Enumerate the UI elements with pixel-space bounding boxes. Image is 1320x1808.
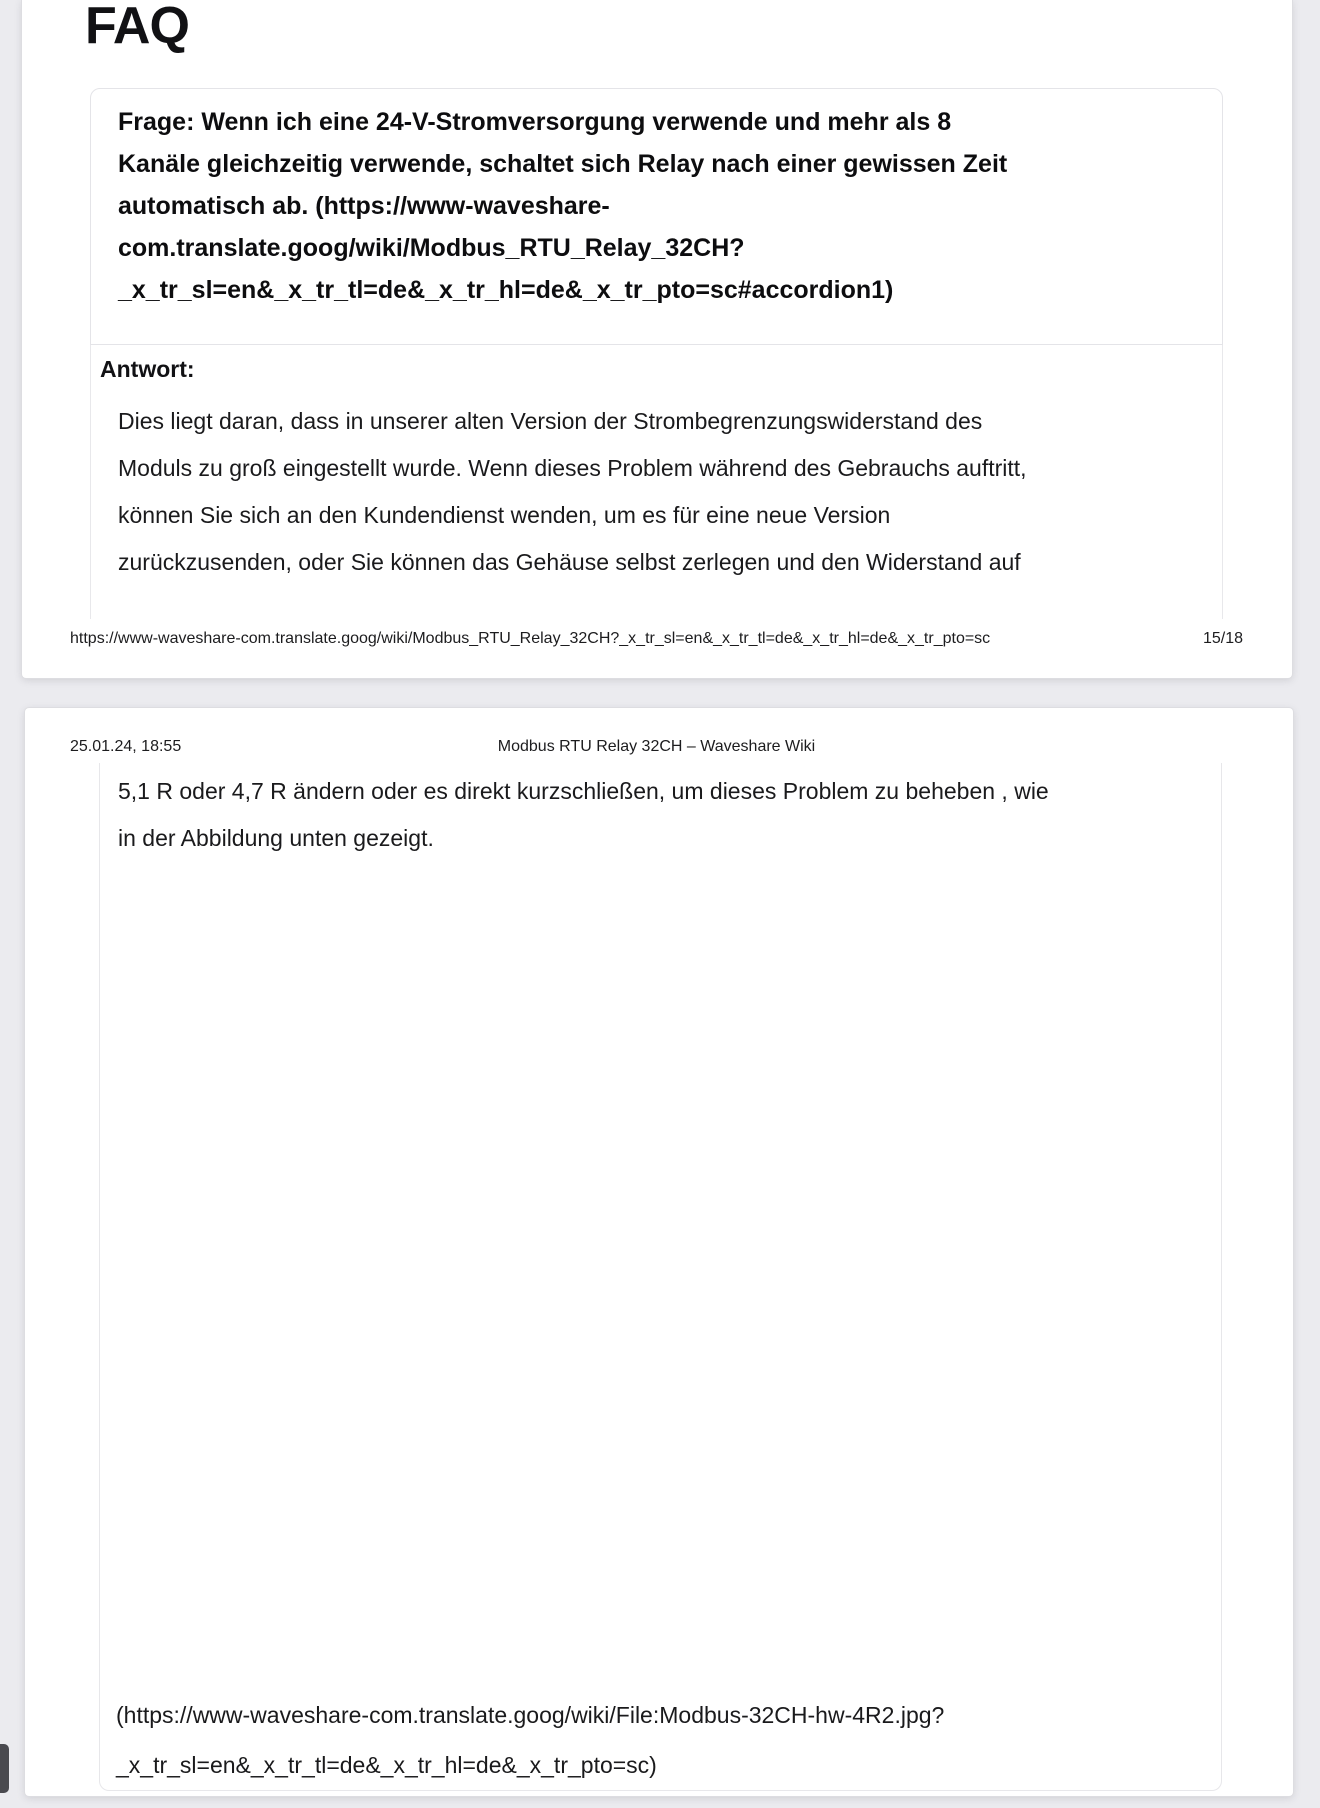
header-document-title: Modbus RTU Relay 32CH – Waveshare Wiki <box>497 738 816 755</box>
faq-question-panel <box>90 88 1223 345</box>
question-line: Kanäle gleichzeitig verwende, schaltet sich Relay nach einer gewissen Zeit <box>118 150 1008 178</box>
image-file-link[interactable] <box>116 1690 944 1790</box>
image-link-line[interactable]: _x_tr_sl=en&_x_tr_tl=de&_x_tr_hl=de&_x_tr_pto=sc) <box>116 1752 657 1778</box>
pdf-page-15 <box>22 0 1292 678</box>
answer-line: zurückzusenden, oder Sie können das Gehäuse selbst zerlegen und den Widerstand auf <box>118 549 1021 575</box>
answer-label: Antwort: <box>100 356 195 382</box>
answer-line: Moduls zu groß eingestellt wurde. Wenn dieses Problem während des Gebrauchs auftritt, <box>118 455 1027 481</box>
header-datetime: 25.01.24, 18:55 <box>70 738 182 755</box>
pdf-page-16 <box>25 708 1293 1796</box>
question-link-line[interactable]: automatisch ab. (https://www-waveshare- <box>118 192 610 220</box>
unloaded-image-placeholder <box>120 923 1200 1723</box>
answer-line: in der Abbildung unten gezeigt. <box>118 825 434 851</box>
footer-page-number: 15/18 <box>1202 630 1243 647</box>
image-link-line[interactable]: (https://www-waveshare-com.translate.goog/wiki/File:Modbus-32CH-hw-4R2.jpg? <box>116 1702 945 1728</box>
faq-heading: FAQ <box>85 0 189 55</box>
answer-line: können Sie sich an den Kundendienst wenden, um es für eine neue Version <box>118 502 891 528</box>
answer-paragraph-continued <box>118 768 1049 862</box>
question-link-line[interactable]: _x_tr_sl=en&_x_tr_tl=de&_x_tr_hl=de&_x_tr_pto=sc#accordion1) <box>118 276 894 304</box>
answer-line: 5,1 R oder 4,7 R ändern oder es direkt kurzschließen, um dieses Problem zu beheben , wie <box>118 778 1049 804</box>
left-edge-scroll-thumb[interactable] <box>0 1744 9 1793</box>
question-link-line[interactable]: com.translate.goog/wiki/Modbus_RTU_Relay_32CH? <box>118 234 745 262</box>
question-line: Frage: Wenn ich eine 24-V-Stromversorgung verwende und mehr als 8 <box>118 108 952 136</box>
answer-paragraph <box>118 398 1027 586</box>
page-header <box>70 738 1243 758</box>
faq-question-text <box>118 101 1007 311</box>
page-footer <box>70 630 1243 648</box>
answer-line: Dies liegt daran, dass in unserer alten Version der Strombegrenzungswiderstand des <box>118 408 983 434</box>
footer-url: https://www-waveshare-com.translate.goog/wiki/Modbus_RTU_Relay_32CH?_x_tr_sl=en&_x_tr_tl=de&_x_tr_hl=de&_x_tr_pto=sc <box>70 630 991 647</box>
faq-answer-panel-continued <box>99 763 1222 1791</box>
